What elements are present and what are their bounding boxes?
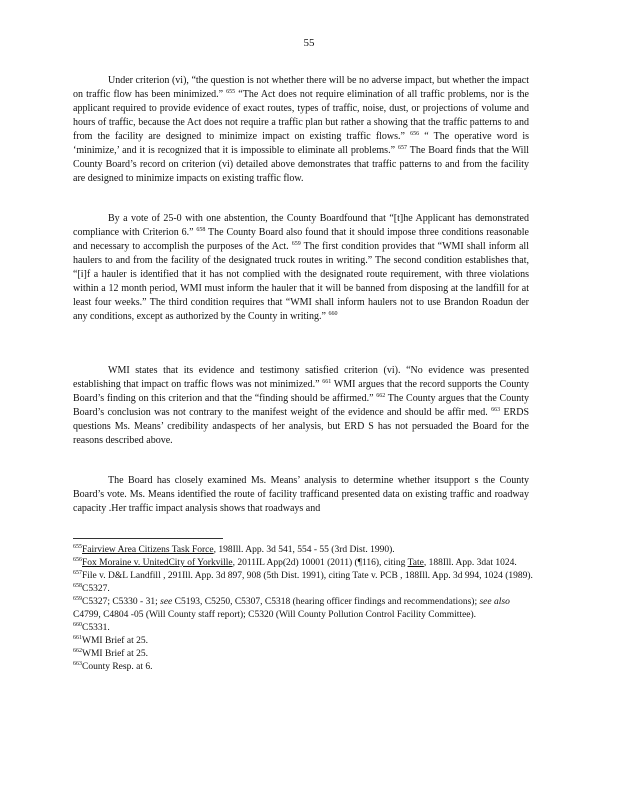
footnote-number: 655 [73,544,82,550]
footnote-656 [73,557,533,570]
footnotes [73,544,533,674]
paragraph-text: The Board finds that the Will County Board’s record on criterion (vi) detailed above demonstrates that traffic patterns to and from the facility are designed to minimize impacts on existing traffic flow. [73,145,529,184]
footnote-ref[interactable]: 657 [397,145,407,151]
paragraph-text: WMI argues that the record supports the County Board’s finding on this criterion and that the “finding should be affirmed.” [73,379,529,404]
footnote-text: WMI Brief at 25. [82,636,148,646]
page-number: 55 [303,37,315,49]
footnote-number: 663 [73,661,82,667]
footnote-text: C5327; C5330 - 31; [82,597,161,607]
footnote-text: File v. D&L Landfill , 291Ill. App. 3d 897, 908 (5th Dist. 1991), citing Tate v. PCB , 188Ill. App. 3d 994, 1024 (1989). [82,571,533,581]
footnote-number: 658 [73,583,82,589]
footnote-text: County Resp. at 6. [82,662,153,672]
paragraph-text: The first condition provides that “WMI shall inform all haulers to and from the facility of the designated truck routes in writing.” The second condition establishes that, “[i]f a hauler is identified that it has not complied with the designated route requirement, with three violations within a 12 month period, WMI must inform the hauler that it will be banned from disposing at the landfill for at least four weeks.” The third condition requires that “WMI shall inform haulers not to use Brandon Roadun der any conditions, except as authorized by the County in writing.” [73,241,529,322]
paragraph-text: By a vote of 25-0 with one abstention, the County Boardfound that “[t]he Applicant has demonstrated compliance with Criterion 6.” [73,213,529,238]
footnote-case-name: Fairview Area Citizens Task Force [82,545,214,555]
paragraph-text: The County Board also found that it should impose three conditions reasonable and necessary to accomplish the purposes of the Act. [73,227,529,252]
footnote-case-name: Tate [407,558,424,568]
footnote-657 [73,570,533,583]
footnote-663 [73,661,533,674]
paragraph-county-vote [73,212,529,324]
footnote-signal: see also [479,597,510,607]
footnote-661 [73,635,533,648]
paragraph-text: WMI states that its evidence and testimony satisfied criterion (vi). “No evidence was presented establishing that impact on traffic flows was not minimized.” [73,365,529,390]
paragraph-criterion-vi [73,74,529,186]
paragraph-text: The Board has closely examined Ms. Means’ analysis to determine whether itsupport s the County Board’s vote. Ms. Means identified the route of facility trafficand presented data on existing traffic and roadway capacity .Her traffic impact analysis shows that roadways and [73,475,529,514]
paragraph-text: ERDS questions Ms. Means’ credibility andaspects of her analysis, but ERD S has not persuaded the Board for the reasons described above. [73,407,530,446]
footnote-number: 661 [73,635,82,641]
paragraph-text: The County argues that the County Board’s conclusion was not contrary to the manifest weight of the evidence and should be affir med. [73,393,529,418]
footnote-text: C5331. [82,623,110,633]
footnote-ref[interactable]: 655 [226,89,236,95]
footnote-text: C4799, C4804 -05 (Will County staff report); C5320 (Will County Pollution Control Facility Committee). [73,610,477,620]
paragraph-text: “ The operative word is ‘minimize,’ and it is recognized that it is impossible to eliminate all problems.” [73,131,530,156]
footnote-case-name: Fox Moraine v. UnitedCity of Yorkville [82,558,233,568]
footnote-number: 659 [73,596,82,602]
footnote-signal: see [160,597,173,607]
footnote-662 [73,648,533,661]
footnote-659 [73,596,533,622]
footnote-ref[interactable]: 658 [196,227,206,233]
footnote-number: 660 [73,622,82,628]
footnote-ref[interactable]: 661 [322,379,332,385]
footnote-number: 662 [73,648,82,654]
paragraph-text: “The Act does not require elimination of all traffic problems, nor is the applicant required to provide evidence of exact routes, types of traffic, noise, dust, or projections of volume and hours of traffic, because the Act does not require a traffic plan but rather a showing that the traffic patterns to and from the facility are designed to minimize impact on existing traffic flows.” [73,89,529,142]
footnote-ref[interactable]: 662 [376,393,386,399]
footnote-text: WMI Brief at 25. [82,649,148,659]
footnote-number: 657 [73,570,82,576]
footnote-ref[interactable]: 663 [491,407,501,413]
footnote-ref[interactable]: 659 [291,241,301,247]
footnote-660 [73,622,533,635]
footnote-number: 656 [73,557,82,563]
footnote-text: , 2011IL App(2d) 10001 (2011) (¶116), citing [232,558,408,568]
footnote-text: C5193, C5250, C5307, C5318 (hearing officer findings and recommendations); [172,597,480,607]
footnote-ref[interactable]: 660 [328,311,338,317]
paragraph-board-examined [73,474,529,516]
paragraph-text: Under criterion (vi), “the question is not whether there will be no adverse impact, but whether the impact on traffic flow has been minimized.” [73,75,529,100]
footnote-ref[interactable]: 656 [410,131,420,137]
footnote-655 [73,544,533,557]
footnote-text: , 198Ill. App. 3d 541, 554 - 55 (3rd Dist. 1990). [213,545,395,555]
footnote-text: C5327. [82,584,110,594]
footnote-divider [73,538,223,539]
footnote-text: , 188Ill. App. 3dat 1024. [423,558,517,568]
footnote-658 [73,583,533,596]
paragraph-wmi-states [73,364,529,448]
